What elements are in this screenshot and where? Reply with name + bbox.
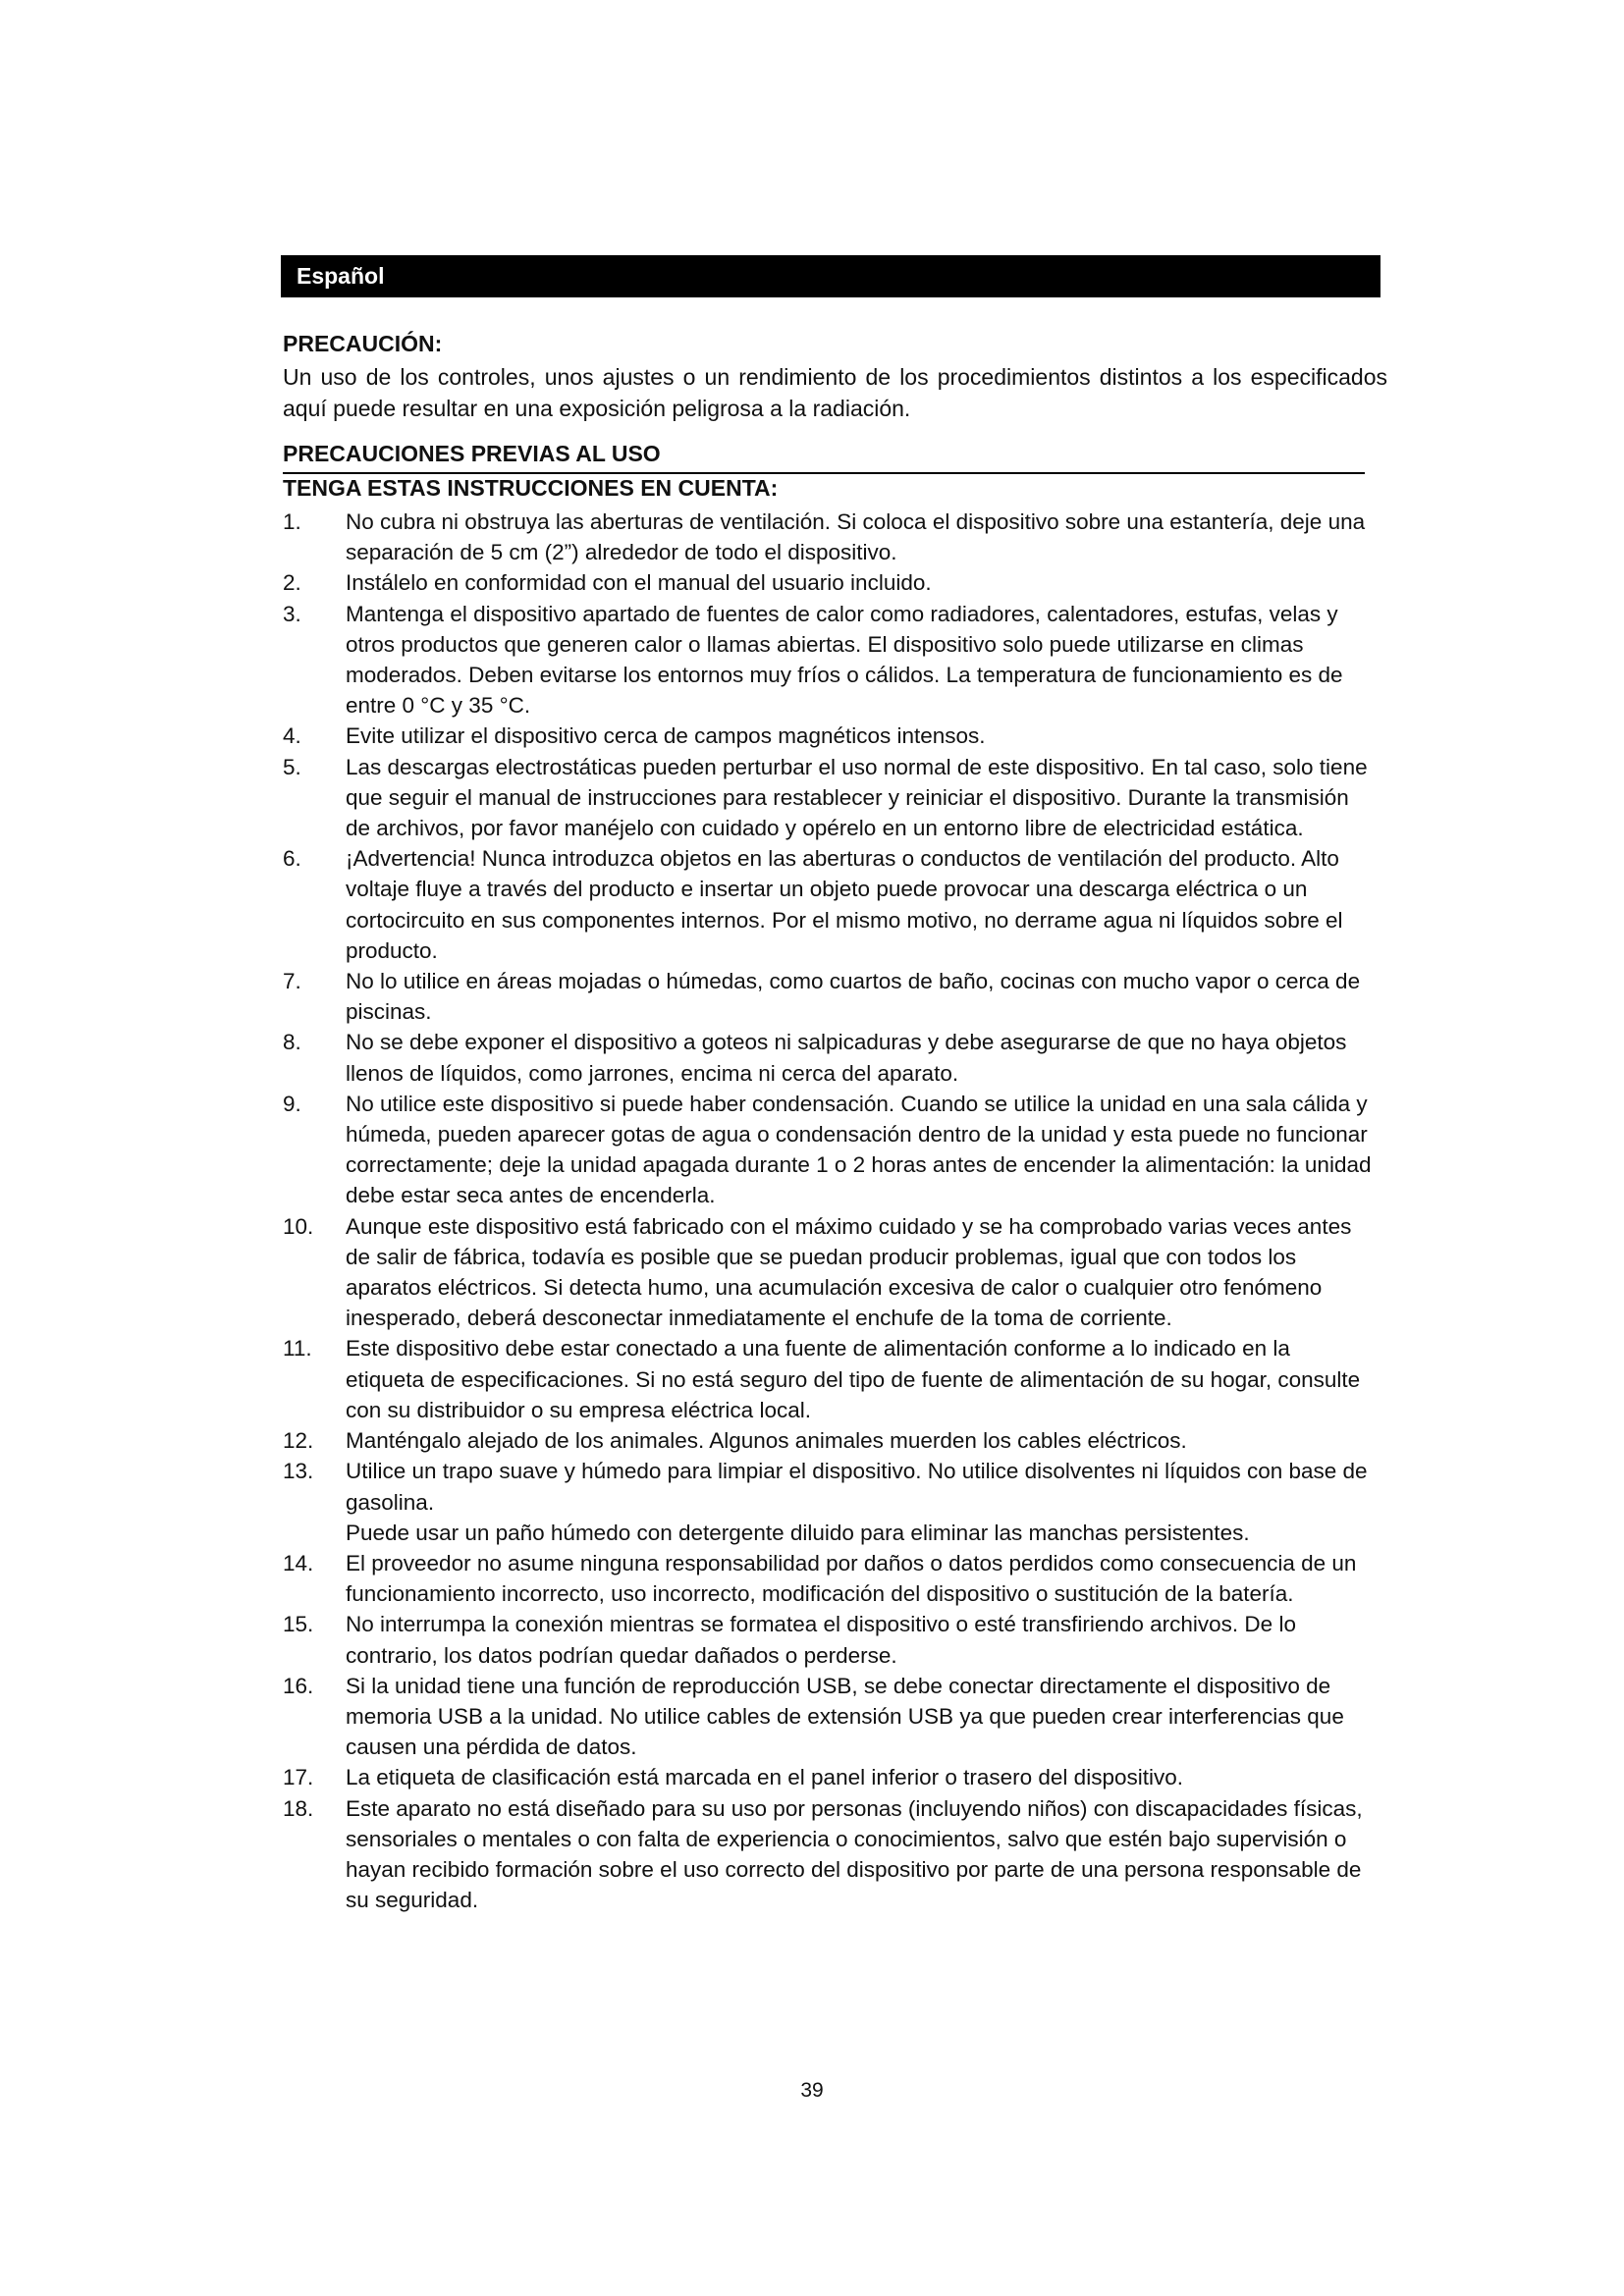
item-number: 10.: [283, 1213, 314, 1239]
list-item: [283, 752, 1375, 844]
item-number: 18.: [283, 1795, 314, 1821]
precautions-subtitle: TENGA ESTAS INSTRUCCIONES EN CUENTA:: [283, 475, 779, 501]
list-item: [283, 966, 1375, 1027]
item-text: Manténgalo alejado de los animales. Algunos animales muerden los cables eléctricos.: [346, 1428, 1187, 1454]
item-text: Las descargas electrostáticas pueden perturbar el uso normal de este dispositivo. En tal caso, solo tiene que seguir el manual de instrucciones para restablecer y reiniciar el dispositivo. Durante la transmisión de archivos, por favor manéjelo con cuidado y opérelo en un entorno libre de electricidad estática.: [346, 754, 1368, 841]
list-item: [283, 1089, 1375, 1211]
precautions-list: [283, 507, 1375, 1915]
language-header-bar: Español: [281, 255, 1380, 297]
list-item: [283, 1762, 1375, 1792]
list-item: [283, 1211, 1375, 1334]
page-number: 39: [800, 2079, 824, 2102]
list-item: [283, 721, 1375, 751]
list-item: [283, 1671, 1375, 1763]
item-number: 11.: [283, 1336, 312, 1362]
list-item: [283, 567, 1375, 598]
item-text: No interrumpa la conexión mientras se formatea el dispositivo o esté transfiriendo archivos. De lo contrario, los datos podrían quedar dañados o perderse.: [346, 1612, 1296, 1668]
caution-title: PRECAUCIÓN:: [283, 331, 443, 356]
item-number: 9.: [283, 1091, 301, 1116]
precautions-title: PRECAUCIONES PREVIAS AL USO: [283, 441, 661, 466]
item-number: 7.: [283, 969, 301, 994]
item-number: 17.: [283, 1765, 314, 1790]
item-text: ¡Advertencia! Nunca introduzca objetos en las aberturas o conductos de ventilación del producto. Alto voltaje fluye a través del producto e insertar un objeto puede provocar una descarga eléctrica o un cortocircuito en sus componentes internos. Por el mismo motivo, no derrame agua ni líquidos sobre el producto.: [346, 846, 1343, 963]
item-text: No cubra ni obstruya las aberturas de ventilación. Si coloca el dispositivo sobre una estantería, deje una separación de 5 cm (2”) alrededor de todo el dispositivo.: [346, 509, 1366, 565]
list-item: [283, 1548, 1375, 1609]
item-number: 4.: [283, 723, 301, 749]
item-number: 13.: [283, 1459, 314, 1484]
item-number: 12.: [283, 1428, 314, 1454]
list-item: [283, 843, 1375, 966]
item-number: 3.: [283, 601, 301, 626]
item-text: Mantenga el dispositivo apartado de fuentes de calor como radiadores, calentadores, estufas, velas y otros productos que generen calor o llamas abiertas. El dispositivo solo puede utilizarse en climas moderados. Deben evitarse los entornos muy fríos o cálidos. La temperatura de funcionamiento es de entre 0 °C y 35 °C.: [346, 601, 1343, 719]
item-extra-text: Puede usar un paño húmedo con detergente diluido para eliminar las manchas persistentes.: [346, 1520, 1250, 1545]
item-number: 16.: [283, 1673, 314, 1698]
item-number: 15.: [283, 1612, 314, 1637]
item-text: No lo utilice en áreas mojadas o húmedas, como cuartos de baño, cocinas con mucho vapor o cerca de piscinas.: [346, 969, 1361, 1025]
list-item: [283, 1425, 1375, 1456]
item-text: Utilice un trapo suave y húmedo para limpiar el dispositivo. No utilice disolventes ni líquidos con base de gasolina.: [346, 1459, 1368, 1515]
item-text: Aunque este dispositivo está fabricado con el máximo cuidado y se ha comprobado varias veces antes de salir de fábrica, todavía es posible que se puedan producir problemas, igual que con todos los aparatos eléctricos. Si detecta humo, una acumulación excesiva de calor o cualquier otro fenómeno inesperado, deberá desconectar inmediatamente el enchufe de la toma de corriente.: [346, 1213, 1352, 1331]
item-text: Evite utilizar el dispositivo cerca de campos magnéticos intensos.: [346, 723, 986, 749]
list-item: [283, 599, 1375, 721]
list-item: [283, 1793, 1375, 1916]
list-item: [283, 1456, 1375, 1548]
item-text: El proveedor no asume ninguna responsabilidad por daños o datos perdidos como consecuencia de un funcionamiento incorrecto, uso incorrecto, modificación del dispositivo o sustitución de la batería.: [346, 1550, 1357, 1607]
item-text: Este aparato no está diseñado para su uso por personas (incluyendo niños) con discapacidades físicas, sensoriales o mentales o con falta de experiencia o conocimientos, salvo que estén bajo supervisión o hayan recibido formación sobre el uso correcto del dispositivo por parte de una persona responsable de su seguridad.: [346, 1795, 1363, 1913]
section-divider: [283, 472, 1365, 474]
item-text: No utilice este dispositivo si puede haber condensación. Cuando se utilice la unidad en una sala cálida y húmeda, pueden aparecer gotas de agua o condensación dentro de la unidad y esta puede no funcionar correctamente; deje la unidad apagada durante 1 o 2 horas antes de encender la alimentación: la unidad debe estar seca antes de encenderla.: [346, 1091, 1372, 1208]
caution-text: Un uso de los controles, unos ajustes o un rendimiento de los procedimientos distintos a los especificados aquí puede resultar en una exposición peligrosa a la radiación.: [283, 364, 1387, 421]
item-number: 5.: [283, 754, 301, 779]
item-number: 8.: [283, 1030, 301, 1055]
item-text: Si la unidad tiene una función de reproducción USB, se debe conectar directamente el dispositivo de memoria USB a la unidad. No utilice cables de extensión USB ya que pueden crear interferencias que causen una pérdida de datos.: [346, 1673, 1344, 1760]
list-item: [283, 1609, 1375, 1670]
list-item: [283, 1027, 1375, 1088]
list-item: [283, 507, 1375, 567]
item-number: 14.: [283, 1550, 314, 1575]
item-text: Instálelo en conformidad con el manual del usuario incluido.: [346, 570, 932, 596]
item-text: La etiqueta de clasificación está marcada en el panel inferior o trasero del dispositivo.: [346, 1765, 1183, 1790]
list-item: [283, 1333, 1375, 1425]
item-number: 6.: [283, 846, 301, 872]
item-text: No se debe exponer el dispositivo a goteos ni salpicaduras y debe asegurarse de que no haya objetos llenos de líquidos, como jarrones, encima ni cerca del aparato.: [346, 1030, 1347, 1086]
item-number: 1.: [283, 509, 301, 534]
item-text: Este dispositivo debe estar conectado a una fuente de alimentación conforme a lo indicado en la etiqueta de especificaciones. Si no está seguro del tipo de fuente de alimentación de su hogar, consulte con su distribuidor o su empresa eléctrica local.: [346, 1336, 1361, 1422]
item-number: 2.: [283, 570, 301, 596]
